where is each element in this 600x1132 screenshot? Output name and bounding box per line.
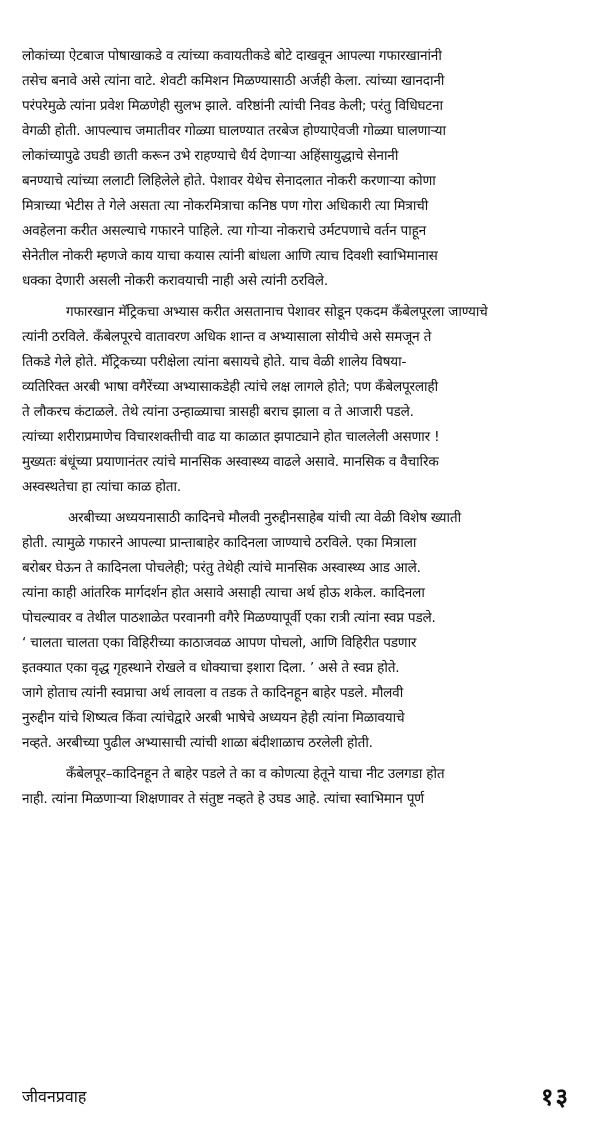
text-line: लोकांच्यापुढे उघडी छाती करून उभे राहण्याचे धैर्य देणाऱ्या अहिंसायुद्धाचे सेनानी	[22, 148, 399, 164]
text-line: सेनेतील नोकरी म्हणजे काय याचा कयास त्यांनी बांधला आणि त्याच दिवशी स्वाभिमानास	[22, 248, 438, 264]
text-line: बरोबर घेऊन ते कादिनला पोचलेही; परंतु तेथेही त्यांचे मानसिक अस्वास्थ्य आड आले.	[22, 560, 421, 576]
paragraph	[22, 762, 580, 812]
text-line: धक्का देणारी असली नोकरी करावयाची नाही असे त्यांनी ठरविले.	[22, 273, 328, 289]
text-line: लोकांच्या ऐटबाज पोषाखाकडे व त्यांच्या कवायतीकडे बोटे दाखवून आपल्या गफारखानांनी	[22, 48, 442, 64]
text-line: पोचल्यावर व तेथील पाठशाळेत परवानगी वगैरे मिळण्यापूर्वी एका रात्री त्यांना स्वप्न पडले.	[22, 610, 436, 626]
page-number: १३	[541, 1082, 570, 1111]
text-line: अवहेलना करीत असल्याचे गफारने पाहिले. त्या गोऱ्या नोकराचे उर्मटपणाचे वर्तन पाहून	[22, 223, 426, 239]
text-line: कॅंबेलपूर–कादिनहून ते बाहेर पडले ते का व कोणत्या हेतूने याचा नीट उलगडा होत	[66, 766, 445, 782]
text-line: नुरुद्दीन यांचे शिष्यत्व किंवा त्यांचेद्वारे अरबी भाषेचे अध्ययन हेही त्यांना मिळावयाचे	[22, 710, 405, 726]
text-line: अस्वस्थतेचा हा त्यांचा काळ होता.	[22, 479, 181, 495]
text-line: बनण्याचे त्यांच्या ललाटी लिहिलेले होते. पेशावर येथेच सेनादलात नोकरी करणाऱ्या कोणा	[22, 173, 436, 189]
running-title: जीवनप्रवाह	[22, 1087, 87, 1106]
paragraph	[22, 300, 580, 500]
text-line: तसेच बनावे असे त्यांना वाटे. शेवटी कमिशन मिळण्यासाठी अर्जही केला. त्यांच्या खानदानी	[22, 73, 445, 89]
text-line: जागे होताच त्यांनी स्वप्नाचा अर्थ लावला व तडक ते कादिनहून बाहेर पडले. मौलवी	[22, 685, 404, 701]
text-line: नव्हते. अरबीच्या पुढील अभ्यासाची त्यांची शाळा बंदीशाळाच ठरलेली होती.	[22, 735, 373, 751]
paragraph	[22, 44, 580, 294]
text-line: त्यांना काही आंतरिक मार्गदर्शन होत असावे असाही त्याचा अर्थ होऊ शकेल. कादिनला	[22, 585, 425, 601]
text-line: मित्राच्या भेटीस ते गेले असता त्या नोकरमित्राचा कनिष्ठ पण गोरा अधिकारी त्या मित्राची	[22, 198, 429, 214]
text-line: व्यतिरिक्त अरबी भाषा वगैरेंच्या अभ्यासाकडेही त्यांचे लक्ष लागले होते; पण कॅंबेलपूरलाही	[22, 379, 438, 395]
text-line: अरबीच्या अध्ययनासाठी कादिनचे मौलवी नुरुद्दीनसाहेब यांची त्या वेळी विशेष ख्याती	[68, 510, 461, 526]
text-line: नाही. त्यांना मिळणाऱ्या शिक्षणावर ते संतुष्ट नव्हते हे उघड आहे. त्यांचा स्वाभिमान पूर्ण	[22, 791, 424, 807]
text-line: परंपरेमुळे त्यांना प्रवेश मिळणेही सुलभ झाले. वरिष्ठांनी त्यांची निवड केली; परंतु विधिघटना	[22, 98, 443, 114]
text-line: ‘ चालता चालता एका विहिरीच्या काठाजवळ आपण पोचलो, आणि विहिरीत पडणार	[22, 635, 417, 651]
text-line: मुख्यतः बंधूंच्या प्रयाणानंतर त्यांचे मानसिक अस्वास्थ्य वाढले असावे. मानसिक व वैचारिक	[22, 454, 439, 470]
text-line: इतक्यात एका वृद्ध गृहस्थाने रोखले व धोक्याचा इशारा दिला. ’ असे ते स्वप्न होते.	[22, 660, 400, 676]
text-line: गफारखान मॅट्रिकचा अभ्यास करीत असतानाच पेशावर सोडून एकदम कॅंबेलपूरला जाण्याचे	[66, 304, 488, 320]
text-line: त्यांनी ठरविले. कॅंबेलपूरचे वातावरण अधिक शान्त व अभ्यासाला सोयीचे असे समजून ते	[22, 329, 432, 345]
text-line: तिकडे गेले होते. मॅट्रिकच्या परीक्षेला त्यांना बसायचे होते. याच वेळी शालेय विषया-	[22, 354, 407, 370]
text-line: ते लौकरच कंटाळले. तेथे त्यांना उन्हाळ्याचा त्रासही बराच झाला व ते आजारी पडले.	[22, 404, 414, 420]
text-line: त्यांच्या शरीराप्रमाणेच विचारशक्तीची वाढ या काळात झपाट्याने होत चाललेली असणार !	[22, 429, 440, 445]
paragraph	[22, 506, 580, 756]
text-line: होती. त्यामुळे गफारने आपल्या प्रान्ताबाहेर कादिनला जाण्याचे ठरविले. एका मित्राला	[22, 535, 417, 551]
text-line: वेगळी होती. आपल्याच जमातीवर गोळ्या घालण्यात तरबेज होण्याऐवजी गोळ्या घालणाऱ्या	[22, 123, 446, 139]
body-text	[22, 44, 580, 812]
page-footer	[22, 1080, 570, 1112]
